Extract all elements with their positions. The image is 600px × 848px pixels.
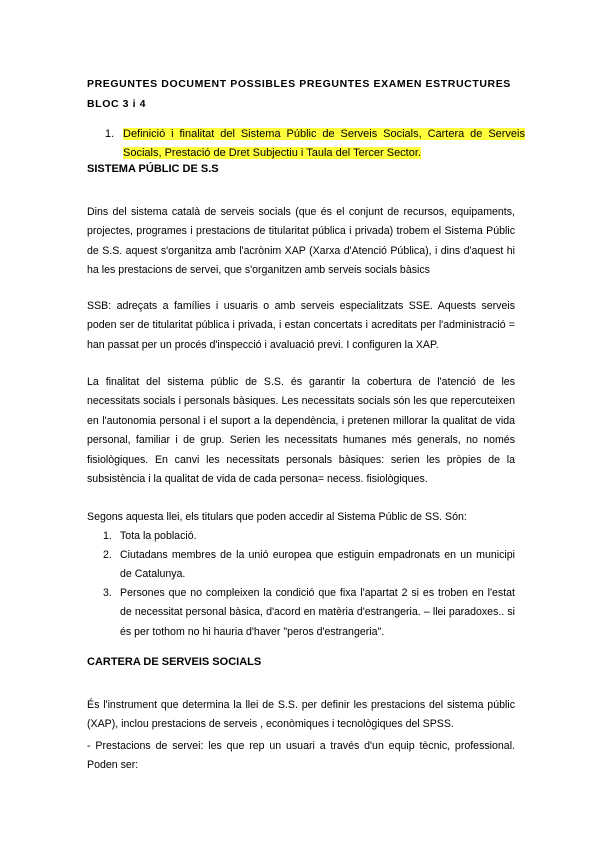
list-number: 1.	[103, 530, 112, 542]
paragraph: - Prestacions de servei: les que rep un usuari a través d'un equip tècnic, professional. Poden ser:	[87, 740, 515, 772]
list-text: Ciutadans membres de la unió europea que estiguin empadronats en un municipi de Catalunya.	[120, 549, 515, 581]
document-title: PREGUNTES DOCUMENT POSSIBLES PREGUNTES EXAMEN ESTRUCTURES BLOC 3 i 4	[87, 78, 511, 110]
paragraph: La finalitat del sistema públic de S.S. és garantir la cobertura de l'atenció de les necessitats socials i personals bàsiques. Les necessitats socials són les que repercuteixen en l'autonomia personal i el suport a la dependència, i pretenen millorar la qualitat de vida personal, familiar i de grup. Serien les necessitats humanes més generals, no només fisiològiques. En canvi les necessitats personals bàsiques: serien les pròpies de la subsistència i la qualitat de vida de cada persona= necess. fisiològiques.	[87, 376, 515, 486]
list-text: Persones que no compleixen la condició que fixa l'apartat 2 si es troben en l'estat de necessitat personal bàsica, d'acord en matèria d'estrangeria. – llei paradoxes.. si és per tothom no hi hauria d'haver "peros d'estrangeria".	[120, 587, 515, 638]
list-number: 1.	[105, 128, 115, 140]
highlighted-list-item	[105, 125, 525, 163]
list-item	[103, 546, 515, 585]
section-heading-cartera: CARTERA DE SERVEIS SOCIALS	[87, 656, 262, 668]
paragraph: Dins del sistema català de serveis socials (que és el conjunt de recursos, equipaments, projectes, programes i prestacions de titularitat pública i privada) trobem el Sistema Públic de S.S. aquest s'organitza amb l'acrònim XAP (Xarxa d'Atenció Pública), i dins d'aquest hi ha les prestacions de servei, que s'organitzen amb serveis socials bàsics	[87, 206, 515, 277]
section-heading-sistema-public: SISTEMA PÚBLIC DE S.S	[87, 163, 219, 175]
list-text: Tota la població.	[120, 530, 197, 542]
paragraph: És l'instrument que determina la llei de S.S. per definir les prestacions del sistema públic (XAP), inclou prestacions de serveis , econòmiques i tecnològiques del SPSS.	[87, 699, 515, 731]
list-item	[103, 527, 515, 546]
list-item	[103, 584, 515, 642]
highlighted-text: Definició i finalitat del Sistema Públic de Serveis Socials, Cartera de Serveis Socials, Prestació de Dret Subjectiu i Taula del Tercer Sector.	[123, 128, 525, 159]
list-number: 3.	[103, 587, 112, 599]
paragraph: SSB: adreçats a famílies i usuaris o amb serveis especialitzats SSE. Aquests serveis poden ser de titularitat pública i privada, i estan concertats i acreditats per l'administració = han passat per un procés d'inspecció i avaluació previ. I configuren la XAP.	[87, 300, 515, 351]
list-number: 2.	[103, 549, 112, 561]
paragraph: Segons aquesta llei, els titulars que poden accedir al Sistema Públic de SS. Són:	[87, 511, 467, 523]
